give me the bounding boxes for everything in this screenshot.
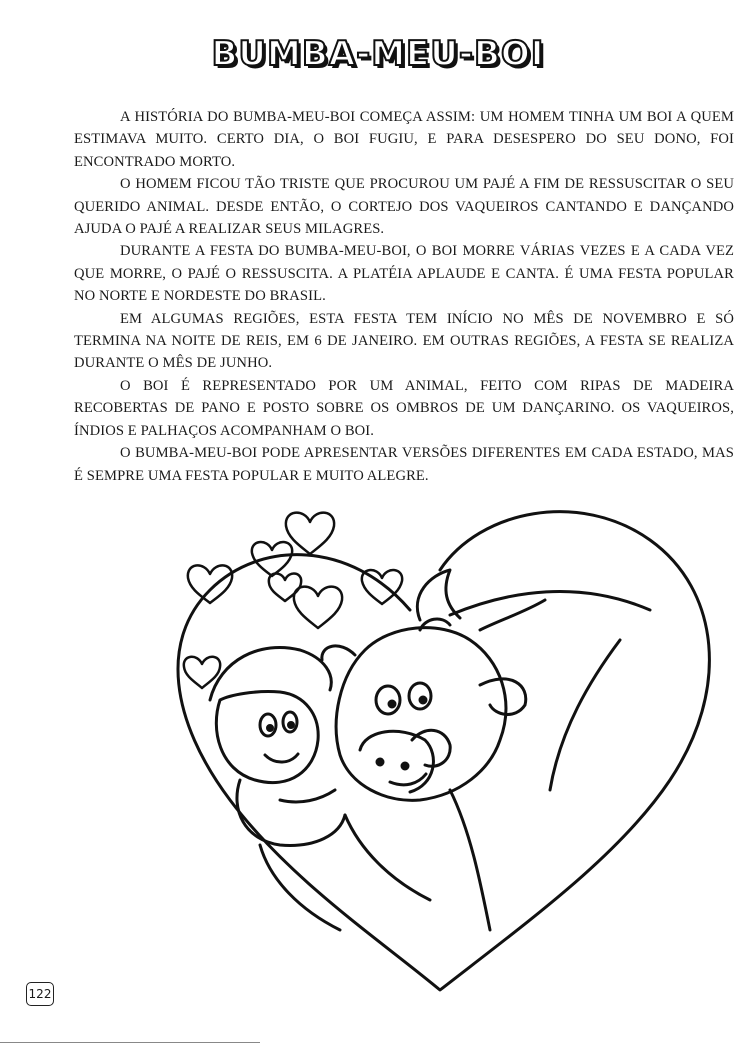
- paragraph-6: O BUMBA-MEU-BOI PODE APRESENTAR VERSÕES DIFERENTES EM CADA ESTADO, MAS É SEMPRE UMA FESTA POPULAR E MUITO ALEGRE.: [74, 445, 734, 484]
- bottom-divider: [0, 1042, 260, 1043]
- page-number: 122: [26, 982, 54, 1006]
- paragraph-5: O BOI É REPRESENTADO POR UM ANIMAL, FEITO COM RIPAS DE MADEIRA RECOBERTAS DE PANO E POSTO SOBRE OS OMBROS DE UM DANÇARINO. OS VAQUEIROS, ÍNDIOS E PALHAÇOS ACOMPANHAM O BOI.: [74, 377, 734, 439]
- paragraph-3: DURANTE A FESTA DO BUMBA-MEU-BOI, O BOI MORRE VÁRIAS VEZES E A CADA VEZ QUE MORRE, O PAJÉ O RESSUSCITA. A PLATÉIA APLAUDE E CANTA. É UMA FESTA POPULAR NO NORTE E NORDESTE DO BRASIL.: [74, 243, 734, 305]
- paragraph-1: A HISTÓRIA DO BUMBA-MEU-BOI COMEÇA ASSIM: UM HOMEM TINHA UM BOI A QUEM ESTIMAVA MUITO. CERTO DIA, O BOI FUGIU, E PARA DESESPERO DO SEU DONO, FOI ENCONTRADO MORTO.: [74, 109, 734, 170]
- small-heart-icon: [269, 574, 301, 601]
- small-heart-icon: [252, 542, 292, 576]
- small-heart-icon: [294, 587, 342, 628]
- small-heart-icon: [188, 565, 232, 603]
- boy-hugging-ox-heart-illustration: [150, 500, 740, 1000]
- story-text: [74, 106, 734, 487]
- paragraph-2: O HOMEM FICOU TÃO TRISTE QUE PROCUROU UM PAJÉ A FIM DE RESSUSCITAR O SEU QUERIDO ANIMAL. DESDE ENTÃO, O CORTEJO DOS VAQUEIROS CANTANDO E DANÇANDO AJUDA O PAJÉ A REALIZAR SEUS MILAGRES.: [74, 176, 734, 238]
- heart-frame-icon: [178, 512, 709, 990]
- small-heart-icon: [286, 513, 334, 554]
- paragraph-4: EM ALGUMAS REGIÕES, ESTA FESTA TEM INÍCIO NO MÊS DE NOVEMBRO E SÓ TERMINA NA NOITE DE REIS, EM 6 DE JANEIRO. EM OUTRAS REGIÕES, A FESTA SE REALIZA DURANTE O MÊS DE JUNHO.: [74, 310, 734, 372]
- page-title: BUMBA-MEU-BOI: [211, 34, 545, 74]
